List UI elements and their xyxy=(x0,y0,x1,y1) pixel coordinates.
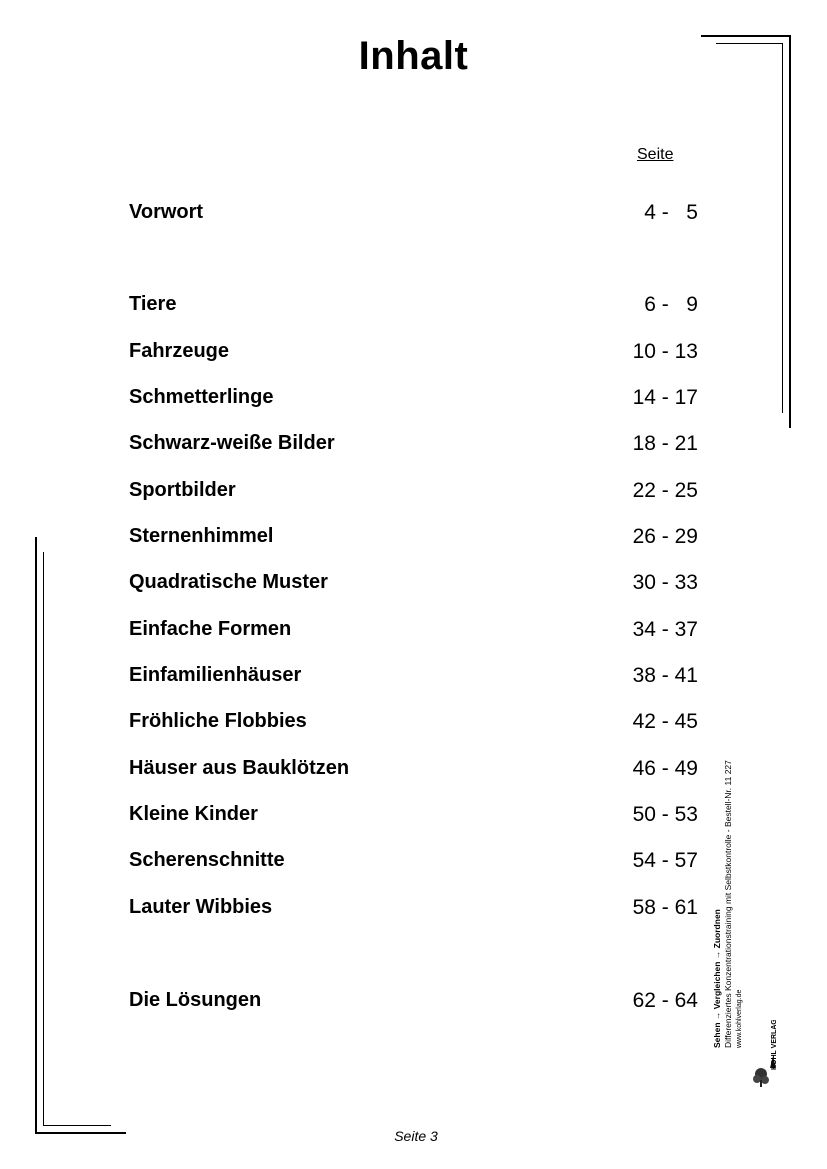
side-line-2: Differenziertes Konzentrationstraining mit Selbstkontrolle - Bestell-Nr. 11 227 xyxy=(723,760,733,1048)
toc-row xyxy=(129,757,698,785)
tree-icon xyxy=(752,1020,802,1090)
toc-pages: 50 - 53 xyxy=(632,803,698,826)
toc-pages: 4 - 5 xyxy=(644,201,698,224)
toc-pages: 6 - 9 xyxy=(644,293,698,316)
page-title: Inhalt xyxy=(358,34,469,78)
toc-pages: 38 - 41 xyxy=(632,664,698,687)
toc-pages: 10 - 13 xyxy=(632,340,698,363)
toc-row xyxy=(129,201,698,229)
toc-label: Häuser aus Bauklötzen xyxy=(129,757,350,779)
toc-label: Einfache Formen xyxy=(129,618,292,640)
side-line-3: www.kohlverlag.de xyxy=(736,989,743,1048)
toc-pages: 62 - 64 xyxy=(632,989,698,1012)
toc-row xyxy=(129,340,698,368)
publisher-logo xyxy=(752,1020,802,1090)
toc-label: Sternenhimmel xyxy=(129,525,274,547)
toc-pages: 22 - 25 xyxy=(632,479,698,502)
toc-row xyxy=(129,571,698,599)
toc-row xyxy=(129,849,698,877)
toc-label: Einfamilienhäuser xyxy=(129,664,302,686)
toc-pages: 26 - 29 xyxy=(632,525,698,548)
toc-label: Kleine Kinder xyxy=(129,803,258,825)
toc-label: Vorwort xyxy=(129,201,204,223)
publisher-name: KOHL VERLAG xyxy=(771,1020,778,1070)
toc-pages: 58 - 61 xyxy=(632,896,698,919)
toc-row xyxy=(129,618,698,646)
toc-label: Quadratische Muster xyxy=(129,571,328,593)
toc-pages: 54 - 57 xyxy=(632,849,698,872)
toc-row xyxy=(129,386,698,414)
toc-label: Fahrzeuge xyxy=(129,340,230,362)
toc-row xyxy=(129,896,698,924)
toc-label: Scherenschnitte xyxy=(129,849,285,871)
side-line-1: Sehen → Vergleichen → Zuordnen xyxy=(712,909,722,1048)
page-column-header: Seite xyxy=(637,146,674,163)
page-number-footer: Seite 3 xyxy=(394,1128,438,1144)
toc-label: Schmetterlinge xyxy=(129,386,274,408)
side-publisher-info xyxy=(712,648,745,1048)
toc-label: Lauter Wibbies xyxy=(129,896,273,918)
toc-pages: 14 - 17 xyxy=(632,386,698,409)
toc-row xyxy=(129,989,698,1017)
toc-label: Tiere xyxy=(129,293,177,315)
toc-label: Sportbilder xyxy=(129,479,236,501)
toc-pages: 42 - 45 xyxy=(632,710,698,733)
toc-row xyxy=(129,293,698,321)
toc-row xyxy=(129,803,698,831)
toc-label: Schwarz-weiße Bilder xyxy=(129,432,335,454)
toc-label: Die Lösungen xyxy=(129,989,262,1011)
toc-row xyxy=(129,525,698,553)
toc-label: Fröhliche Flobbies xyxy=(129,710,307,732)
toc-row xyxy=(129,710,698,738)
toc-pages: 46 - 49 xyxy=(632,757,698,780)
toc-pages: 34 - 37 xyxy=(632,618,698,641)
toc-row xyxy=(129,664,698,692)
toc-pages: 30 - 33 xyxy=(632,571,698,594)
toc-row xyxy=(129,479,698,507)
toc-row xyxy=(129,432,698,460)
toc-pages: 18 - 21 xyxy=(632,432,698,455)
